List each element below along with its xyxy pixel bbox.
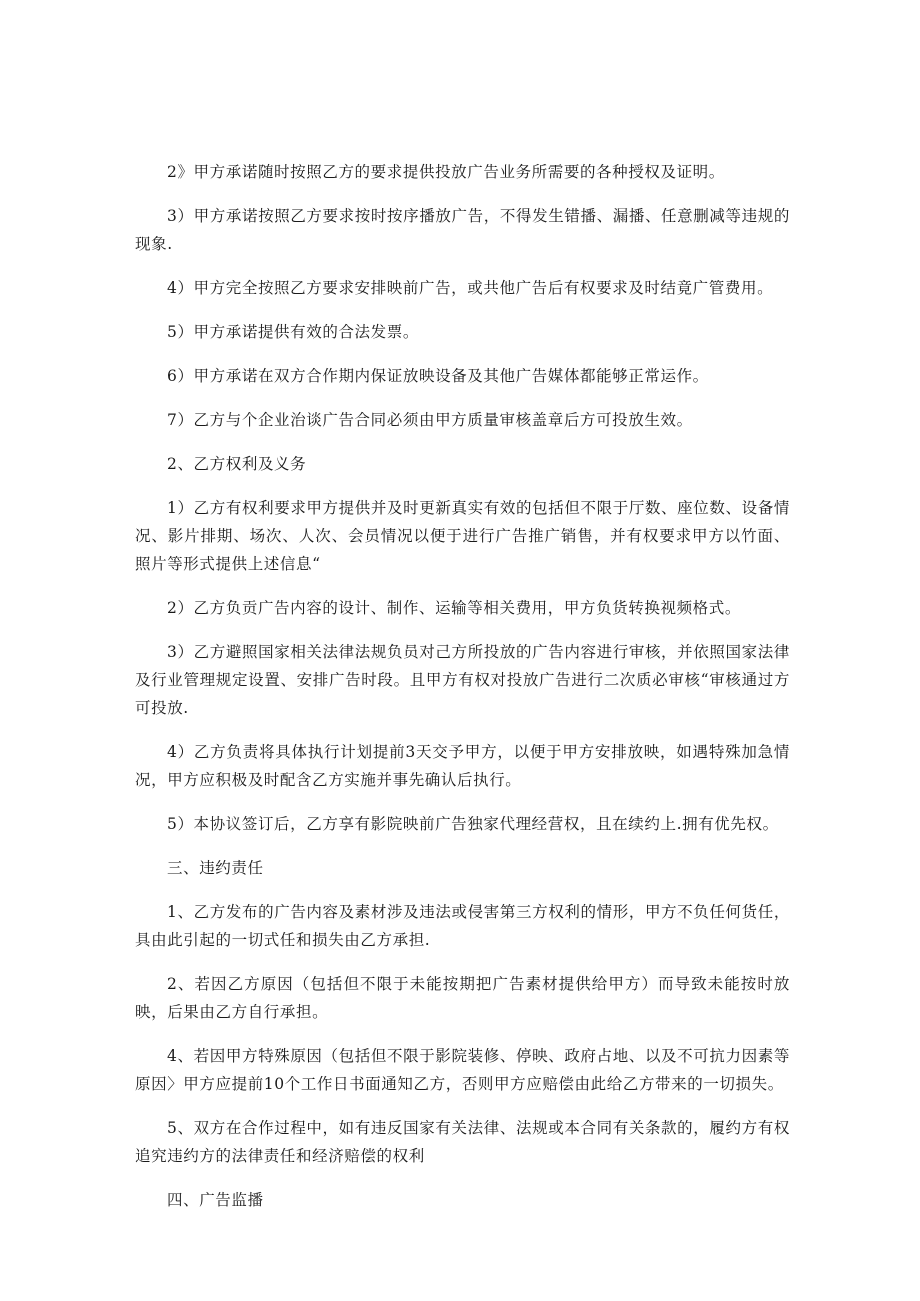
clause-party-b-content-review: 3）乙方避照国家相关法律法规负员对己方所投放的广告内容进行审核，并依照国家法律及行业管理规定设置、安排广告时段。且甲方有权对投放广告进行二次质必审核“审核通过方可投放. (135, 643, 790, 717)
clause-party-b-contract-review: 7）乙方与个企业治谈广告合同必须由甲方质量审核盖章后方可投放生效。 (167, 411, 693, 429)
clause-party-b-exclusive-rights: 5）本协议签订后，乙方享有影院映前广告独家代理经营权，且在续约上.拥有优先权。 (167, 815, 779, 833)
clause-party-a-equipment: 6）甲方承诺在双方合作期内保证放映设备及其他广告媒体都能够正常运作。 (167, 367, 709, 385)
clause-party-a-broadcast-order: 3）甲方承诺按照乙方要求按时按序播放广告，不得发生错播、漏播、任意删减等违规的现象. (135, 207, 790, 253)
clause-party-b-costs: 2）乙方负贡广告内容的设计、制作、运输等相关费用，甲方负货转换视频格式。 (167, 599, 741, 617)
clause-party-a-authorization: 2》甲方承诺随时按照乙方的要求提供投放广告业务所需要的各种授权及证明。 (167, 163, 725, 181)
clause-breach-party-b-delay: 2、若因乙方原因（包括但不限于未能按期把广告素材提供给甲方）而导致未能按时放映，后果由乙方自行承担。 (135, 975, 790, 1021)
section-heading-ad-monitoring: 四、广告监播 (167, 1191, 264, 1209)
clause-breach-party-a-special: 4、若因甲方特殊原因（包括但不限于影院装修、停映、政府占地、以及不可抗力因素等原因〉甲方应提前10个工作日书面通知乙方，否则甲方应赔偿由此给乙方带来的一切损失。 (135, 1047, 790, 1093)
clause-party-b-info-request: 1）乙方有权利要求甲方提供并及时更新真实有效的包括但不限于厅数、座位数、设备情况、影片排期、场次、人次、会员情况以便于进行广告推广销售，并有权要求甲方以竹面、照片等形式提供上述信息“ (135, 499, 790, 573)
clause-party-a-invoice: 5）甲方承诺提供有效的合法发票。 (167, 323, 419, 341)
clause-breach-liability: 5、双方在合作过程中，如有违反国家有关法律、法规或本合同有关条款的，履约方有权追究违约方的法律责任和经济赔偿的权利 (135, 1119, 790, 1165)
section-heading-breach: 三、违约责任 (167, 859, 264, 877)
clause-party-a-preshow-ads: 4）甲方完全按照乙方要求安排映前广告，或共他广告后有权要求及时结竟广管费用。 (167, 279, 774, 297)
clause-party-b-schedule: 4）乙方负责将具体执行计划提前3天交予甲方，以便于甲方安排放映，如遇特殊加急情况，甲方应积极及时配含乙方实施并事先确认后执行。 (135, 743, 790, 789)
document-page (135, 158, 790, 1230)
clause-breach-illegal-content: 1、乙方发布的广告内容及素材涉及违法或侵害第三方权利的情形，甲方不负任何货任，具由此引起的一切式任和损失由乙方承担. (135, 903, 790, 949)
section-heading-party-b-rights: 2、乙方权利及义务 (167, 455, 307, 473)
